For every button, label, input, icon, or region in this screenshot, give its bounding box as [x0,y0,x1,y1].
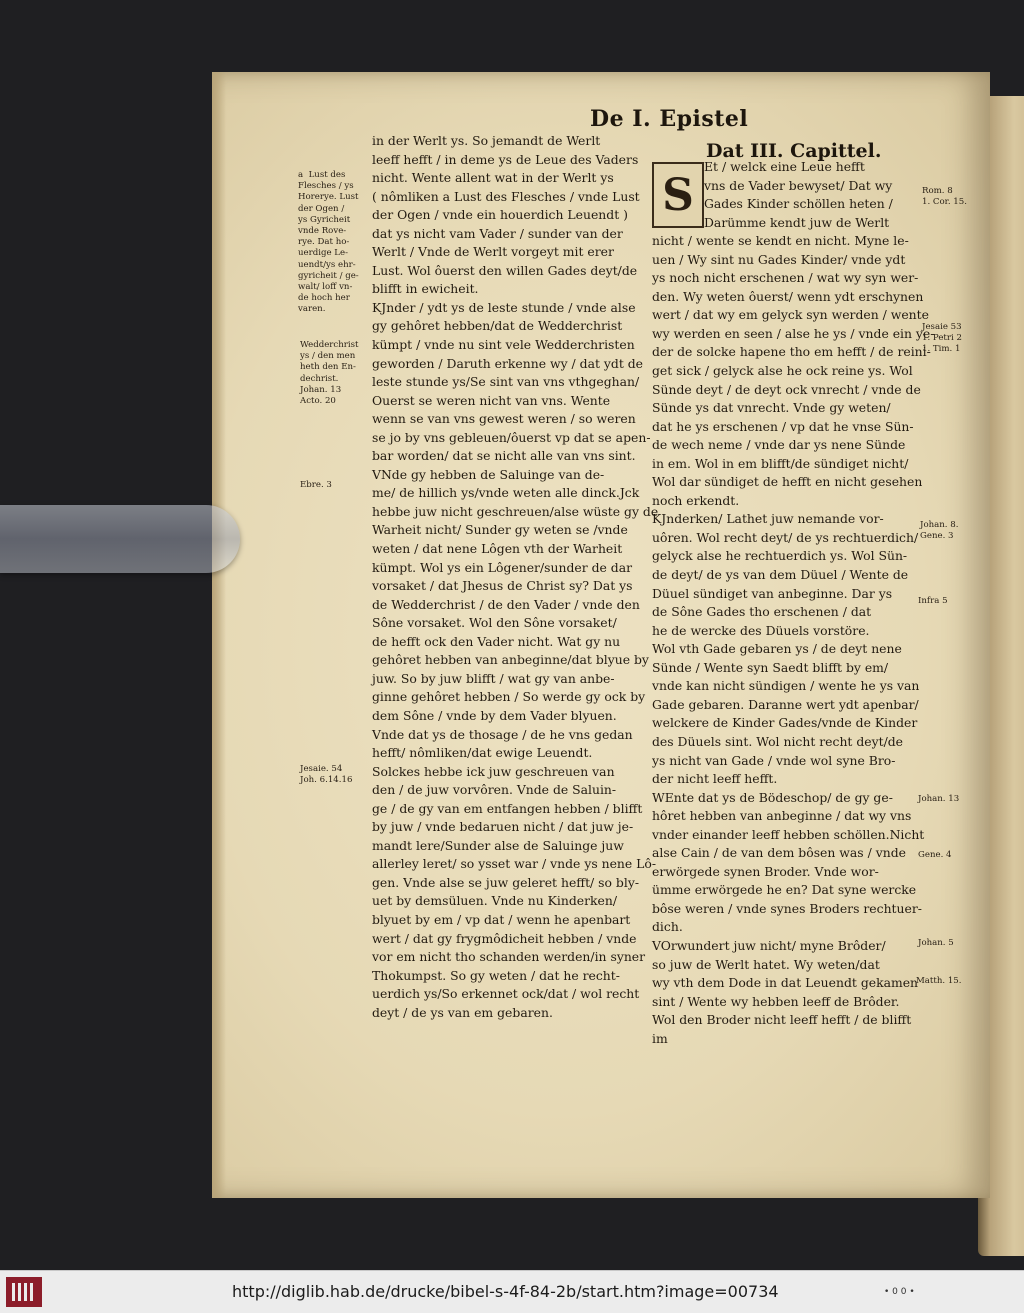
right-column-line: ys noch nicht erschenen / wat wy syn wer- [652,270,919,286]
right-column-line: sint / Wente wy hebben leeff de Brôder. [652,993,900,1009]
left-column-line: kümpt. Wol ys ein Lôgener/sunder de dar [372,559,633,575]
page-gutter-shadow [212,72,226,1198]
left-column-line: vorsaket / dat Jhesus de Christ sy? Dat ys [372,578,633,594]
right-column-line: wert / dat wy em gelyck syn werden / wente [652,307,929,323]
right-column-line: vns de Vader bewyset/ Dat wy [704,177,893,193]
right-column-line: vnder einander leeff hebben schöllen.Nicht [652,826,925,842]
left-column-line: Warheit nicht/ Sunder gy weten se /vnde [372,522,628,538]
left-column-line: gehôret hebben van anbeginne/dat blyue by [372,652,649,668]
margin-note-jesaie: Jesaie. 54 Joh. 6.14.16 [300,764,353,786]
right-column-line: dat he ys erschenen / vp dat he vnse Sün- [652,418,914,434]
left-column-line: ge / de gy van em entfangen hebben / blifft [372,800,643,816]
viewer-footer [0,1270,1024,1313]
right-column-line: den. Wy weten ôuerst/ wenn ydt erschynen [652,288,924,304]
left-column-line: kümpt / vnde nu sint vele Wedderchristen [372,337,635,353]
left-column-line: KJnder / ydt ys de leste stunde / vnde alse [372,299,636,315]
margin-note-jesaie-53: Jesaie 53 1. Petri 2 1. Tim. 1 [922,322,962,354]
running-head: De I. Epistel [590,106,749,132]
left-column-line: Vnde dat ys de thosage / de he vns gedan [372,726,633,742]
right-column-line: dich. [652,919,683,935]
page-url-link[interactable]: http://diglib.hab.de/drucke/bibel-s-4f-84-2b/start.htm?image=00734 [232,1282,779,1301]
page-code: • 0 0 • [884,1287,915,1297]
right-column-line: noch erkendt. [652,492,740,508]
right-column-line: so juw de Werlt hatet. Wy weten/dat [652,956,880,972]
left-column-line: juw. So by juw blifft / wat gy van anbe- [372,670,615,686]
left-column-line: ( nômliken a Lust des Flesches / vnde Lust [372,188,640,204]
left-column-line: wert / dat gy frygmôdicheit hebben / vnde [372,930,637,946]
left-column-line: Sône vorsaket. Wol den Sône vorsaket/ [372,615,617,631]
left-column-line: blifft in ewicheit. [372,281,479,297]
right-column-line: VOrwundert juw nicht/ myne Brôder/ [652,937,886,953]
right-column-line: bôse weren / vnde synes Broders rechtuer- [652,900,922,916]
right-column-line: de Sône Gades tho erschenen / dat [652,604,872,620]
right-column-line: erwörgede synen Broder. Vnde wor- [652,863,879,879]
margin-note-rom: Rom. 8 1. Cor. 15. [922,186,967,207]
right-column-line: WEnte dat ys de Bödeschop/ de gy ge- [652,789,893,805]
left-column-line: blyuet by em / vp dat / wenn he apenbart [372,911,631,927]
right-column-line: der de solcke hapene tho em hefft / de reini- [652,344,931,360]
margin-note-johan-5: Johan. 5 [918,938,954,948]
right-column-line: wy werden en seen / alse he ys / vnde ein ye- [652,325,935,341]
chapter-title: Dat III. Capittel. [706,140,882,162]
left-column-line: weten / dat nene Lôgen vth der Warheit [372,541,623,557]
margin-note-gene-4: Gene. 4 [918,850,952,860]
left-column-line: Solckes hebbe ick juw geschreuen van [372,763,615,779]
right-column-line: im [652,1030,668,1046]
left-column-line: de hefft ock den Vader nicht. Wat gy nu [372,633,621,649]
right-column-line: de wech neme / vnde dar ys nene Sünde [652,437,906,453]
left-column-line: mandt lere/Sunder alse de Saluinge juw [372,837,624,853]
right-column-line: wy vth dem Dode in dat Leuendt gekamen [652,975,919,991]
left-column-line: dem Sône / vnde by dem Vader blyuen. [372,707,617,723]
left-column-line: uerdich ys/So erkennet ock/dat / wol recht [372,986,640,1002]
left-column-line: Ouerst se weren nicht van vns. Wente [372,392,611,408]
right-column-line: welckere de Kinder Gades/vnde de Kinder [652,715,918,731]
right-column-line: vnde kan nicht sündigen / wente he ys van [652,678,920,694]
right-column-line: ys nicht van Gade / vnde wol syne Bro- [652,752,896,768]
left-column-line: allerley leret/ so ysset war / vnde ys nene Lô- [372,856,657,872]
left-text-column [372,132,659,1022]
margin-note-matth: Matth. 15. [916,976,962,986]
right-column-line: de deyt/ de ys van dem Düuel / Wente de [652,567,909,583]
left-column-line: Lust. Wol ôuerst den willen Gades deyt/de [372,262,638,278]
left-column-line: de Wedderchrist / de den Vader / vnde den [372,596,640,612]
right-column-line: gelyck alse he rechtuerdich ys. Wol Sün- [652,548,908,564]
right-column-line: alse Cain / de van dem bôsen was / vnde [652,845,906,861]
plastic-page-marker [0,505,240,573]
left-column-line: ginne gehôret hebben / So werde gy ock by [372,689,646,705]
right-column-line: Wol dar sündiget de hefft en nicht gesehen [652,474,923,490]
left-column-line: me/ de hillich ys/vnde weten alle dinck.Jck [372,485,640,501]
left-column-line: der Ogen / vnde ein houerdich Leuendt ) [372,207,628,223]
right-column-line: Sünde / Wente syn Saedt blifft by em/ [652,659,889,675]
left-column-line: vor em nicht tho schanden werden/in syner [372,949,646,965]
right-column-line: Sünde ys dat vnrecht. Vnde gy weten/ [652,400,891,416]
left-column-line: VNde gy hebben de Saluinge van de- [372,466,605,482]
right-column-line: Darümme kendt juw de Werlt [704,214,890,230]
left-column-line: Thokumpst. So gy weten / dat he recht- [372,967,620,983]
right-column-line: uen / Wy sint nu Gades Kinder/ vnde ydt [652,251,906,267]
left-column-line: leeff hefft / in deme ys de Leue des Vaders [372,151,639,167]
right-column-line: Gades Kinder schöllen heten / [704,196,893,212]
drop-initial-letter: S [652,162,704,228]
left-column-line: leste stunde ys/Se sint van vns vthgeghan/ [372,374,640,390]
right-column-line: in em. Wol in em blifft/de sündiget nicht/ [652,455,909,471]
left-column-line: deyt / de ys van em gebaren. [372,1004,553,1020]
left-column-line: hebbe juw nicht geschreuen/alse wüste gy de [372,503,659,519]
margin-note-wedderchrist: Wedderchrist ys / den men heth den En- dechrist. Johan. 13 Acto. 20 [300,340,359,407]
right-column-line: he de wercke des Düuels vorstöre. [652,622,870,638]
left-column-line: gen. Vnde alse se juw geleret hefft/ so bly- [372,874,640,890]
right-column-line: Wol vth Gade gebaren ys / de deyt nene [652,641,902,657]
margin-note-johan-13: Johan. 13 [918,794,960,804]
left-column-line: uet by demsüluen. Vnde nu Kinderken/ [372,893,617,909]
right-column-line: Et / welck eine Leue hefft [704,159,865,174]
left-column-line: geworden / Daruth erkenne wy / dat ydt de [372,355,644,371]
left-column-line: in der Werlt ys. So jemandt de Werlt [372,133,601,148]
right-column-line: des Düuels sint. Wol nicht recht deyt/de [652,733,904,749]
margin-note-johan-8: Johan. 8. Gene. 3 [920,520,959,541]
margin-note-lust: a Lust des Flesches / ys Horerye. Lust der Ogen / ys Gyricheit vnde Rove- rye. Dat ho- uerdige Le- uendt/ys ehr- gyricheit / ge- walt/ loff vn- de hoch her varen. [298,170,359,315]
left-column-line: wenn se van vns gewest weren / so weren [372,411,636,427]
right-column-line: Gade gebaren. Daranne wert ydt apenbar/ [652,696,919,712]
left-column-line: by juw / vnde bedaruen nicht / dat juw je- [372,819,634,835]
left-column-line: nicht. Wente allent wat in der Werlt ys [372,170,614,186]
right-column-line: Wol den Broder nicht leeff hefft / de blifft [652,1012,912,1028]
left-column-line: bar worden/ dat se nicht alle van vns sint. [372,448,636,464]
right-column-line: Sünde deyt / de deyt ock vnrecht / vnde de [652,381,921,397]
right-column-line: get sick / gelyck alse he ock reine ys. Wol [652,363,913,379]
left-column-line: dat ys nicht vam Vader / sunder van der [372,225,623,241]
right-column-line: uôren. Wol recht deyt/ de ys rechtuerdich/ [652,529,919,545]
left-column-line: gy gehôret hebben/dat de Wedderchrist [372,318,623,334]
left-column-line: Werlt / Vnde de Werlt vorgeyt mit erer [372,244,614,260]
right-column-line: hôret hebben van anbeginne / dat wy vns [652,808,912,824]
right-column-line: ümme erwörgede he en? Dat syne wercke [652,882,917,898]
left-column-line: se jo by vns gebleuen/ôuerst vp dat se apen- [372,429,651,445]
left-column-line: den / de juw vorvôren. Vnde de Saluin- [372,782,617,798]
right-column-line: Düuel sündiget van anbeginne. Dar ys [652,585,893,601]
margin-note-ebre: Ebre. 3 [300,480,332,490]
right-column-line: der nicht leeff hefft. [652,771,778,787]
right-column-line: nicht / wente se kendt en nicht. Myne le- [652,233,909,249]
library-logo-icon[interactable] [6,1277,42,1307]
left-column-line: hefft/ nômliken/dat ewige Leuendt. [372,745,593,761]
right-column-line: KJnderken/ Lathet juw nemande vor- [652,511,884,527]
margin-note-infra: Infra 5 [918,596,948,606]
